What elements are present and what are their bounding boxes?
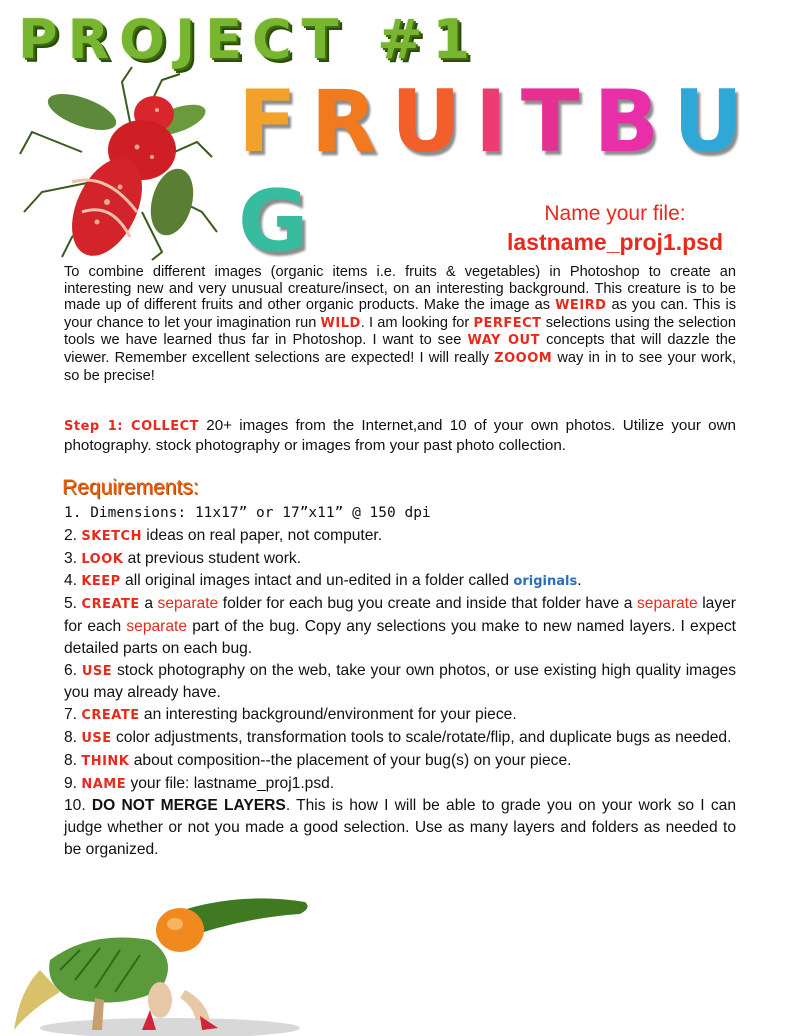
project-title: PROJECT #1 <box>18 8 481 71</box>
keyword-think: THINK <box>81 753 130 769</box>
keyword-keep: KEEP <box>81 574 121 590</box>
keyword-way-out: WAY OUT <box>467 333 540 349</box>
list-item <box>64 548 736 571</box>
keyword-sketch: SKETCH <box>81 528 142 544</box>
fruitbug-letter: R <box>310 72 391 172</box>
item-number: 5. <box>64 595 82 613</box>
list-item <box>64 773 736 796</box>
requirements-heading: Requirements: <box>62 476 199 499</box>
step-1-text: 20+ images from the Internet,and 10 of your own photos. Utilize your own photography. stock photography or images from your past photo collection. <box>64 417 736 454</box>
item-number: 4. <box>64 572 82 590</box>
intro-text: . I am looking for <box>360 314 474 331</box>
word-separate: separate <box>126 617 188 635</box>
fruitbug-letter: U <box>390 72 475 172</box>
list-item <box>64 750 736 773</box>
requirement-text: folder for each bug you create and inside that folder have a <box>218 595 637 613</box>
fruitbug-letter: U <box>673 72 757 172</box>
intro-text: concepts that will dazzle the viewer. Remember excellent selections are expected! I will really <box>64 332 736 366</box>
keyword-zooom: ZOOOM <box>494 350 553 366</box>
requirement-text: stock photography on the web, take your own photos, or use existing high quality images you may already have. <box>64 661 736 702</box>
requirement-text: an interesting background/environment for your piece. <box>139 706 517 724</box>
folder-originals: originals <box>513 574 578 590</box>
requirement-text: ideas on real paper, not computer. <box>141 526 383 544</box>
item-number: 8. <box>64 751 82 769</box>
requirement-text: 1. Dimensions: 11x17” or 17”x11” @ 150 dpi <box>64 505 431 521</box>
item-number: 10. <box>64 797 92 815</box>
keyword-use: USE <box>81 663 113 679</box>
list-item <box>64 727 736 750</box>
name-file-box <box>470 200 760 256</box>
intro-paragraph <box>64 264 736 384</box>
requirements-list <box>64 502 736 861</box>
keyword-use: USE <box>81 730 112 746</box>
fruitbug-letter: G <box>238 172 323 272</box>
list-item <box>64 502 736 525</box>
list-item <box>64 660 736 705</box>
fruitbug-letter: B <box>593 72 674 172</box>
list-item <box>64 570 736 593</box>
fruitbug-letter: F <box>238 72 311 172</box>
word-separate: separate <box>157 595 219 613</box>
requirement-text: color adjustments, transformation tools to scale/rotate/flip, and duplicate bugs as needed. <box>111 728 732 746</box>
requirement-text: about composition--the placement of your bug(s) on your piece. <box>129 751 572 769</box>
requirement-text: . <box>577 572 582 590</box>
item-number: 2. <box>64 526 82 544</box>
item-number: 7. <box>64 706 82 724</box>
step-1 <box>64 416 736 455</box>
requirement-text: at previous student work. <box>123 549 302 567</box>
requirement-text: your file: lastname_proj1.psd. <box>126 774 335 792</box>
requirement-text: all original images intact and un-edited in a folder called <box>120 572 514 590</box>
anteater-fruit-bug-illustration <box>0 880 320 1036</box>
step-1-label: Step 1: COLLECT <box>64 419 199 434</box>
item-number: 3. <box>64 549 82 567</box>
keyword-name: NAME <box>81 776 127 792</box>
keyword-perfect: PERFECT <box>473 315 542 331</box>
list-item <box>64 704 736 727</box>
fruitbug-letter: I <box>474 72 521 172</box>
intro-text: To combine different images (organic items i.e. fruits & vegetables) in Photoshop to create an interesting new and very unusual creature/insect, on an interesting background. This creature is to be made up of different fruits and other organic products. Make the image as <box>64 264 736 314</box>
item-number: 9. <box>64 774 82 792</box>
list-item <box>64 525 736 548</box>
intro-text: selections using the selection tools we have learned thus far in Photoshop. I want to see <box>64 314 737 349</box>
word-separate: separate <box>636 595 698 613</box>
fruitbug-letter: T <box>520 72 594 172</box>
requirement-text: part of the bug. Copy any selections you make to new named layers. I expect detailed parts on each bug. <box>64 617 736 657</box>
keyword-create: CREATE <box>81 708 140 724</box>
requirement-text: layer for each <box>64 595 736 635</box>
name-file-label: Name your file: <box>544 202 686 225</box>
keyword-create: CREATE <box>81 597 140 613</box>
item-number: 8. <box>64 728 82 746</box>
list-item <box>64 593 736 659</box>
list-item <box>64 795 736 860</box>
name-file-value: lastname_proj1.psd <box>506 229 724 255</box>
intro-text: as you can. This is your chance to let your imagination run <box>64 297 736 331</box>
keyword-weird: WEIRD <box>555 298 607 314</box>
strawberry-bug-illustration <box>12 62 222 262</box>
requirement-text: . This is how I will be able to grade you on your work so I can judge whether or not you made a good selection. Use as many layers and folders as needed to be organized. <box>64 797 736 858</box>
requirement-text: a <box>139 595 158 613</box>
do-not-merge-layers: DO NOT MERGE LAYERS <box>91 797 286 815</box>
intro-text: way in in to see your work, so be precise! <box>64 349 736 384</box>
item-number: 6. <box>64 661 82 679</box>
keyword-wild: WILD <box>320 315 361 331</box>
keyword-look: LOOK <box>81 551 124 567</box>
